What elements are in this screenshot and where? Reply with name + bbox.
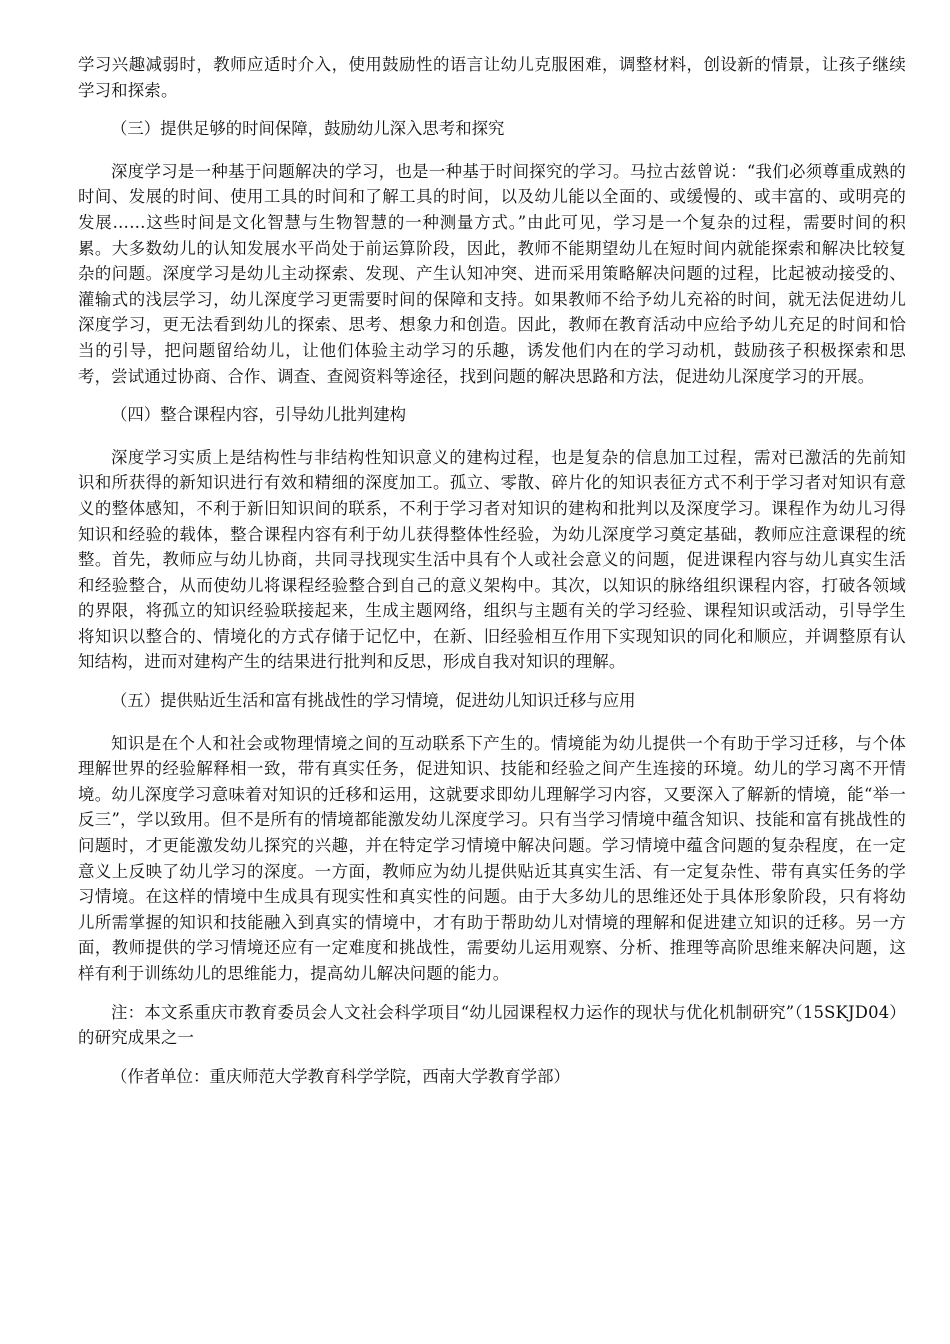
paragraph-section-3: 深度学习是一种基于问题解决的学习，也是一种基于时间探究的学习。马拉古兹曾说：“我们必须尊重成熟的时间、发展的时间、使用工具的时间和了解工具的时间，以及幼儿能以全面的、或缓慢的、或丰富的、或明亮的发展……这些时间是文化智慧与生物智慧的一种测量方式。”由此可见，学习是一个复杂的过程，需要时间的积累。大多数幼儿的认知发展水平尚处于前运算阶段，因此，教师不能期望幼儿在短时间内就能探索和解决比较复杂的问题。深度学习是幼儿主动探索、发现、产生认知冲突、进而采用策略解决问题的过程，比起被动接受的、灌输式的浅层学习，幼儿深度学习更需要时间的保障和支持。如果教师不给予幼儿充裕的时间，就无法促进幼儿深度学习，更无法看到幼儿的探索、思考、想象力和创造。因此，教师在教育活动中应给予幼儿充足的时间和恰当的引导，把问题留给幼儿，让他们体验主动学习的乐趣，诱发他们内在的学习动机，鼓励孩子积极探索和思考，尝试通过协商、合作、调查、查阅资料等途径，找到问题的解决思路和方法，促进幼儿深度学习的开展。 (78, 161, 906, 386)
document-page (78, 52, 906, 1089)
footnote: 注：本文系重庆市教育委员会人文社会科学项目“幼儿园课程权力运作的现状与优化机制研究”（15SKJD04）的研究成果之一 (78, 1002, 906, 1048)
paragraph-section-4: 深度学习实质上是结构性与非结构性知识意义的建构过程，也是复杂的信息加工过程，需对已激活的先前知识和所获得的新知识进行有效和精细的深度加工。孤立、零散、碎片化的知识表征方式不利于学习者对知识有意义的整体感知，不利于新旧知识间的联系，不利于学习者对知识的建构和批判以及深度学习。课程作为幼儿习得知识和经验的载体，整合课程内容有利于幼儿获得整体性经验，为幼儿深度学习奠定基础，教师应注意课程的统整。首先，教师应与幼儿协商，共同寻找现实生活中具有个人或社会意义的问题，促进课程内容与幼儿真实生活和经验整合，从而使幼儿将课程经验整合到自己的意义架构中。其次，以知识的脉络组织课程内容，打破各领域的界限，将孤立的知识经验联接起来，生成主题网络，组织与主题有关的学习经验、课程知识或活动，引导学生将知识以整合的、情境化的方式存储于记忆中，在新、旧经验相互作用下实现知识的同化和顺应，并调整原有认知结构，进而对建构产生的结果进行批判和反思，形成自我对知识的理解。 (78, 447, 906, 672)
paragraph-intro: 学习兴趣减弱时，教师应适时介入，使用鼓励性的语言让幼儿克服困难，调整材料，创设新的情景，让孩子继续学习和探索。 (78, 55, 906, 100)
paragraph-section-5: 知识是在个人和社会或物理情境之间的互动联系下产生的。情境能为幼儿提供一个有助于学习迁移，与个体理解世界的经验解释相一致，带有真实任务，促进知识、技能和经验之间产生连接的环境。幼儿的学习离不开情境。幼儿深度学习意味着对知识的迁移和运用，这就要求即幼儿理解学习内容，又要深入了解新的情境，能“举一反三”，学以致用。但不是所有的情境都能激发幼儿深度学习。只有当学习情境中蕴含知识、技能和富有挑战性的问题时，才更能激发幼儿探究的兴趣，并在特定学习情境中解决问题。学习情境中蕴含问题的复杂程度，在一定意义上反映了幼儿学习的深度。一方面，教师应为幼儿提供贴近其真实生活、有一定复杂性、带有真实任务的学习情境。在这样的情境中生成具有现实性和真实性的问题。由于大多幼儿的思维还处于具体形象阶段，只有将幼儿所需掌握的知识和技能融入到真实的情境中，才有助于帮助幼儿对情境的理解和促进建立知识的迁移。另一方面，教师提供的学习情境还应有一定难度和挑战性，需要幼儿运用观察、分析、推理等高阶思维来解决问题，这样有利于训练幼儿的思维能力，提高幼儿解决问题的能力。 (78, 733, 906, 983)
author-affiliation: （作者单位：重庆师范大学教育科学学院，西南大学教育学部） (111, 1066, 570, 1086)
section-heading-4: （四）整合课程内容，引导幼儿批判建构 (111, 405, 407, 425)
section-heading-3: （三）提供足够的时间保障，鼓励幼儿深入思考和探究 (111, 119, 505, 139)
section-heading-5: （五）提供贴近生活和富有挑战性的学习情境，促进幼儿知识迁移与应用 (111, 691, 636, 711)
